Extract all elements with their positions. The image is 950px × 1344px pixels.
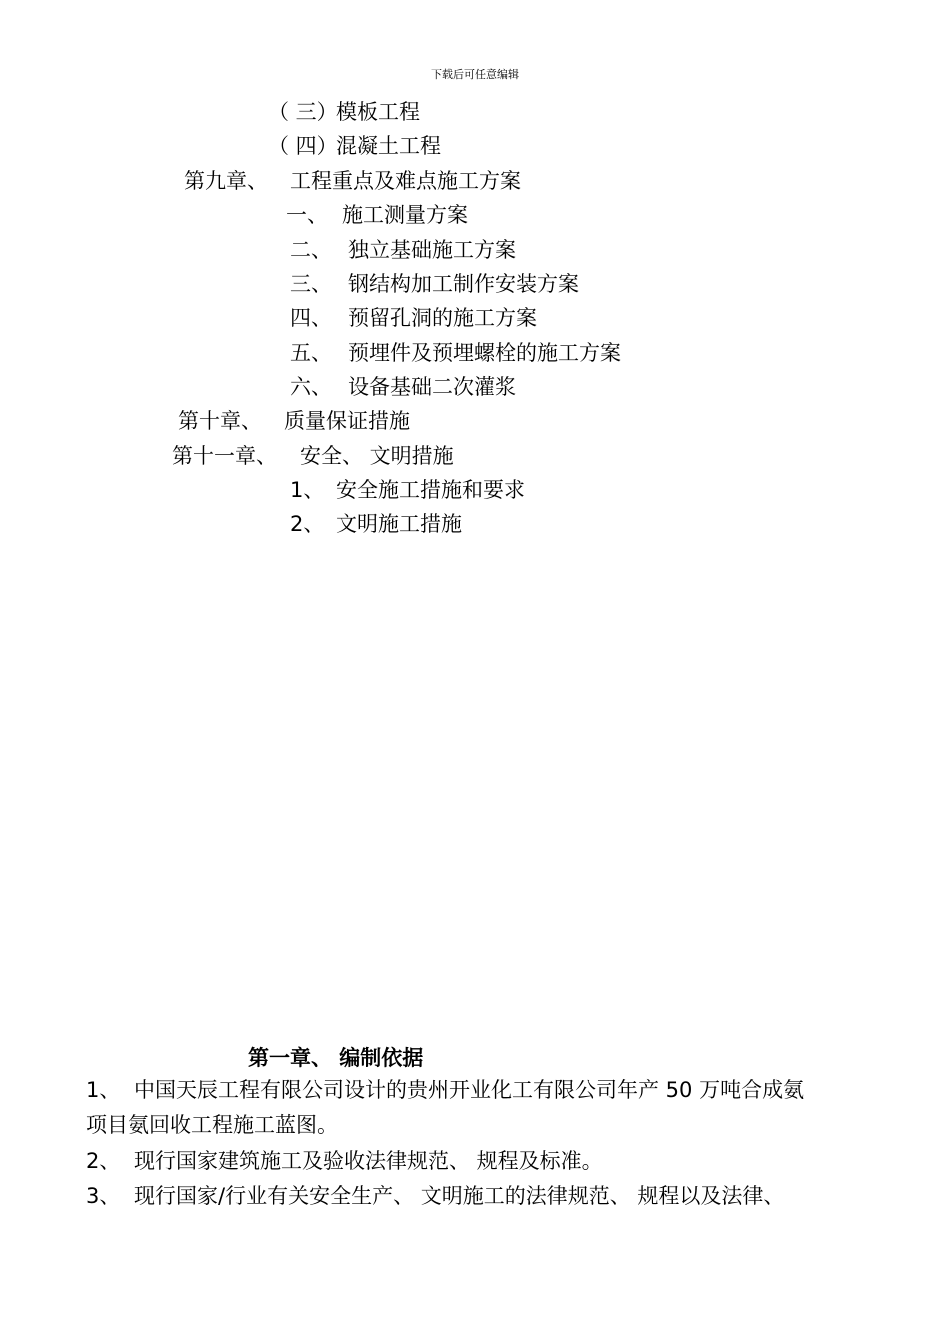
paragraph-number: 2、 bbox=[86, 1149, 121, 1173]
toc-item-number: 第九章、 bbox=[184, 169, 268, 193]
toc-item-number: 第十一章、 bbox=[172, 444, 277, 468]
toc-item bbox=[268, 99, 420, 125]
toc-item-number: 二、 bbox=[290, 238, 332, 262]
toc-item-number: 四、 bbox=[290, 306, 332, 330]
header-note: 下载后可任意编辑 bbox=[431, 68, 519, 81]
paragraph-number: 1、 bbox=[86, 1078, 121, 1102]
toc-item-number: 一、 bbox=[286, 203, 328, 227]
body-paragraph bbox=[86, 1073, 876, 1107]
toc-item bbox=[286, 202, 468, 228]
toc-item-label: 文明施工措施 bbox=[336, 512, 462, 536]
toc-item-label: 预埋件及预埋螺栓的施工方案 bbox=[348, 341, 621, 365]
toc-item bbox=[290, 477, 525, 503]
toc-item bbox=[290, 305, 537, 331]
body-paragraph bbox=[86, 1108, 876, 1142]
toc-item bbox=[290, 511, 462, 537]
body-paragraph bbox=[86, 1179, 876, 1213]
toc-item-number: 1、 bbox=[290, 478, 325, 502]
toc-item-number: （ 四） bbox=[268, 134, 338, 158]
toc-item-label: 安全施工措施和要求 bbox=[336, 478, 525, 502]
toc-item-number: 2、 bbox=[290, 512, 325, 536]
toc-item bbox=[178, 408, 410, 434]
toc-item-label: 混凝土工程 bbox=[336, 134, 441, 158]
body-paragraph bbox=[86, 1144, 876, 1178]
toc-item bbox=[268, 133, 441, 159]
paragraph-text: 现行国家建筑施工及验收法律规范、 规程及标准。 bbox=[134, 1149, 603, 1173]
paragraph-text: 现行国家/行业有关安全生产、 文明施工的法律规范、 规程以及法律、 bbox=[134, 1184, 785, 1208]
toc-item-label: 安全、 文明措施 bbox=[300, 444, 454, 468]
toc-item-label: 预留孔洞的施工方案 bbox=[348, 306, 537, 330]
toc-item-number: （ 三） bbox=[268, 100, 338, 124]
paragraph-text: 中国天辰工程有限公司设计的贵州开业化工有限公司年产 50 万吨合成氨 bbox=[134, 1078, 805, 1102]
toc-item-number: 五、 bbox=[290, 341, 332, 365]
toc-item bbox=[172, 443, 454, 469]
toc-item-label: 质量保证措施 bbox=[284, 409, 410, 433]
toc-item bbox=[290, 271, 579, 297]
toc-item-label: 设备基础二次灌浆 bbox=[348, 375, 516, 399]
paragraph-number: 3、 bbox=[86, 1184, 121, 1208]
toc-item bbox=[184, 168, 521, 194]
toc-item-number: 第十章、 bbox=[178, 409, 262, 433]
toc-item-number: 三、 bbox=[290, 272, 332, 296]
toc-item-label: 钢结构加工制作安装方案 bbox=[348, 272, 579, 296]
toc-item-label: 模板工程 bbox=[336, 100, 420, 124]
toc-item-label: 施工测量方案 bbox=[342, 203, 468, 227]
toc-item-label: 独立基础施工方案 bbox=[348, 238, 516, 262]
paragraph-text: 项目氨回收工程施工蓝图。 bbox=[86, 1113, 338, 1137]
toc-item bbox=[290, 340, 621, 366]
toc-item-number: 六、 bbox=[290, 375, 332, 399]
toc-item bbox=[290, 374, 516, 400]
chapter-heading: 第一章、 编制依据 bbox=[248, 1046, 424, 1070]
toc-item-label: 工程重点及难点施工方案 bbox=[290, 169, 521, 193]
toc-item bbox=[290, 237, 516, 263]
